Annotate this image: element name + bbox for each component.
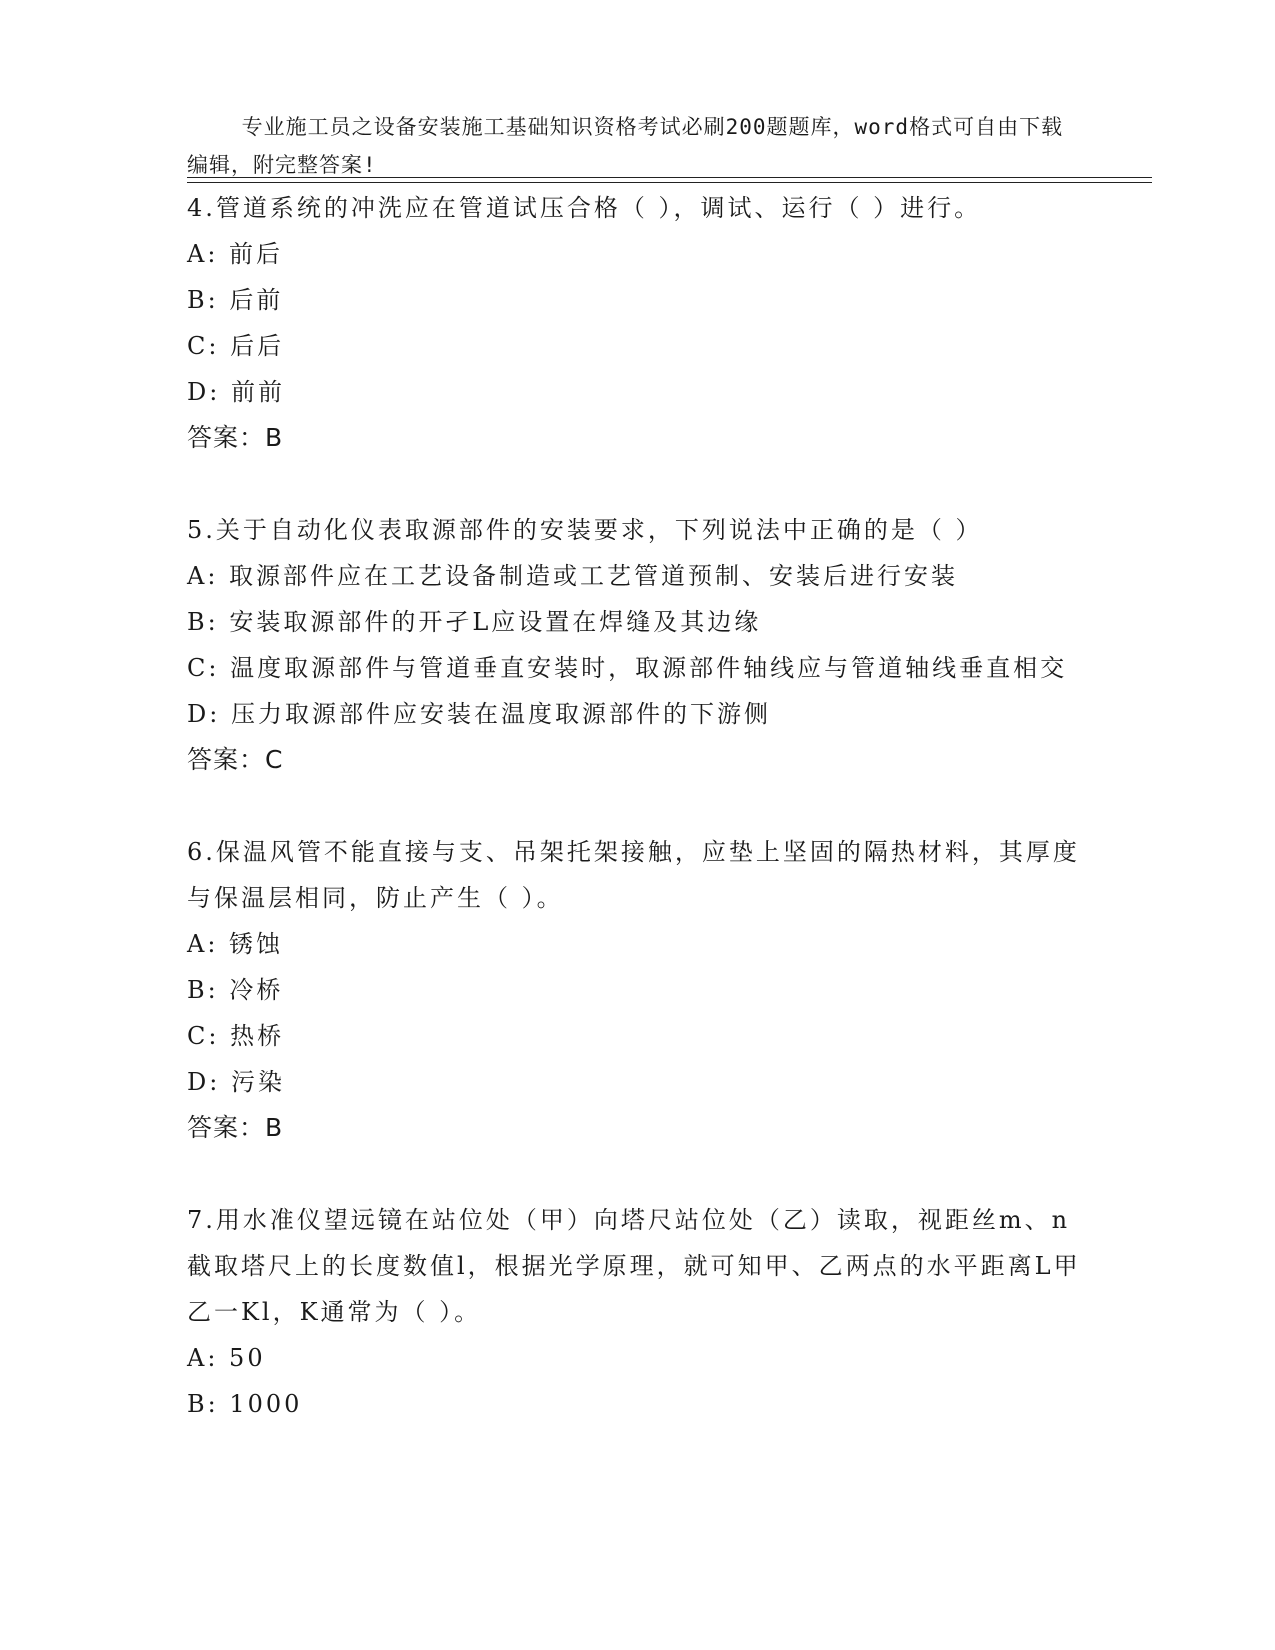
question-6	[187, 829, 1087, 1151]
option-b: B: 冷桥	[187, 976, 284, 1004]
option-a: A: 50	[187, 1344, 266, 1372]
header-title: 专业施工员之设备安装施工基础知识资格考试必刷200题题库，word格式可自由下载编辑，附完整答案!	[187, 115, 1064, 177]
option-c: C: 后后	[187, 332, 285, 360]
question-4	[187, 185, 1087, 461]
option-b: B: 安装取源部件的开孑L应设置在焊缝及其边缘	[187, 608, 762, 636]
question-text: 5.关于自动化仪表取源部件的安装要求，下列说法中正确的是（ ）	[187, 516, 983, 544]
header-divider-top	[187, 177, 1152, 178]
header-divider-bottom	[187, 182, 1152, 183]
option-d: D: 压力取源部件应安装在温度取源部件的下游侧	[187, 700, 771, 728]
option-d: D: 前前	[187, 378, 285, 406]
answer: 答案：B	[187, 1113, 284, 1142]
option-b: B: 1000	[187, 1390, 303, 1418]
option-c: C: 热桥	[187, 1022, 285, 1050]
option-a: A: 前后	[187, 240, 284, 268]
question-7	[187, 1197, 1087, 1427]
option-a: A: 锈蚀	[187, 930, 284, 958]
question-list	[187, 185, 1087, 1473]
question-5	[187, 507, 1087, 783]
option-b: B: 后前	[187, 286, 284, 314]
option-d: D: 污染	[187, 1068, 285, 1096]
option-a: A: 取源部件应在工艺设备制造或工艺管道预制、安装后进行安装	[187, 562, 959, 590]
question-text: 4.管道系统的冲洗应在管道试压合格（ ），调试、运行（ ）进行。	[187, 194, 982, 222]
answer: 答案：C	[187, 745, 284, 774]
question-text: 6.保温风管不能直接与支、吊架托架接触，应垫上坚固的隔热材料，其厚度与保温层相同，防止产生（ ）。	[187, 838, 1080, 912]
option-c: C: 温度取源部件与管道垂直安装时，取源部件轴线应与管道轴线垂直相交	[187, 654, 1068, 682]
answer: 答案：B	[187, 423, 284, 452]
question-text: 7.用水准仪望远镜在站位处（甲）向塔尺站位处（乙）读取，视距丝m、n截取塔尺上的长度数值l，根据光学原理，就可知甲、乙两点的水平距离L甲乙一Kl，K通常为（ ）。	[187, 1206, 1081, 1326]
